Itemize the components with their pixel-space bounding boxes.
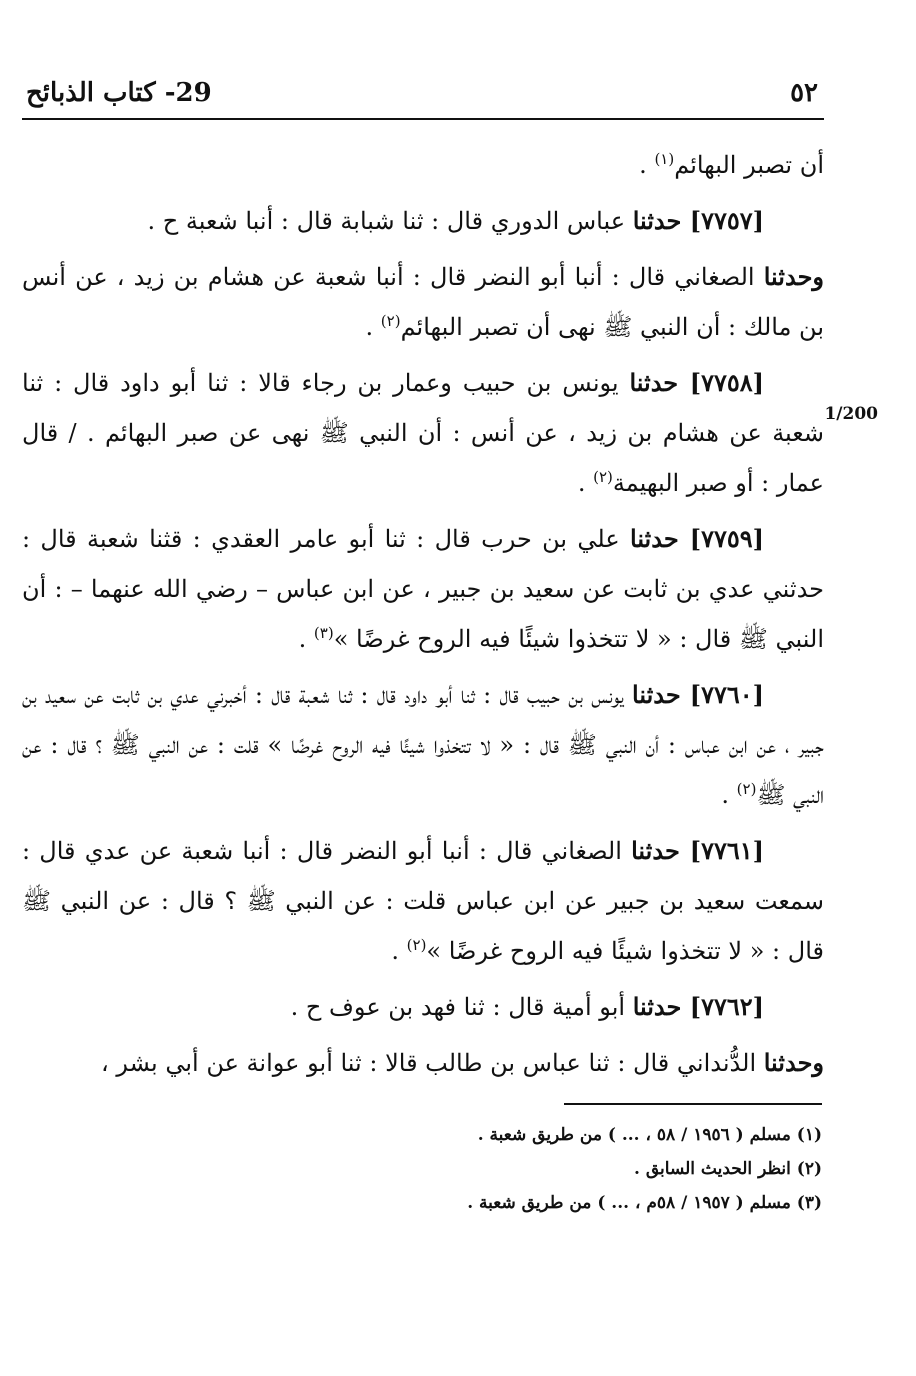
hadith-7759: [٧٧٥٩] حدثنا علي بن حرب قال : ثنا أبو عامر العقدي : قثنا شعبة قال : حدثني عدي بن ثابت عن سعيد بن جبير ، عن ابن عباس – رضي الله عنهما – : أن النبي ﷺ قال : « لا تتخذوا شيئًا فيه الروح غرضًا »$^{(٣)}$ . bbox=[22, 524, 824, 653]
paragraph-wahaddathana-2: وحدثنا الدُّنداني قال : ثنا عباس بن طالب قالا : ثنا أبو عوانة عن أبي بشر ، bbox=[101, 1048, 824, 1077]
page-number: ٥٢ bbox=[790, 78, 818, 108]
hadith-7762: [٧٧٦٢] حدثنا أبو أمية قال : ثنا فهد بن عوف ح . bbox=[290, 992, 764, 1021]
footnote-3: (٣) مسلم ( ١٩٥٧ / ٥٨م ، ... ) من طريق شعبة . bbox=[467, 1193, 822, 1213]
footnote-ref: (١) bbox=[654, 150, 675, 168]
footnote-ref: (٢) bbox=[736, 780, 757, 798]
hadith-7760: [٧٧٦٠] حدثنا يونس بن حبيب قال : ثنا أبو داود قال : ثنا شعبة قال : أخبرني عدي بن ثابت عن سعيد بن جبير ، عن ابن عباس : أن النبي ﷺ قال : « لا تتخذوا شيئًا فيه الروح غرضًا » قلت : عن النبي ﷺ ؟ قال : عن النبي ﷺ$^{(٢)}$ . bbox=[22, 680, 824, 809]
margin-note: 1/200 bbox=[824, 404, 878, 424]
hadith-7757: [٧٧٥٧] حدثنا عباس الدوري قال : ثنا شبابة قال : أنبا شعبة ح . bbox=[147, 206, 764, 235]
chapter-title: 29- كتاب الذبائح bbox=[26, 78, 212, 108]
paragraph-wahaddathana-1: وحدثنا الصغاني قال : أنبا أبو النضر قال : أنبا شعبة عن هشام بن زيد ، عن أنس بن مالك : أن النبي ﷺ نهى أن تصبر البهائم$^{(٢)}$ . bbox=[22, 262, 824, 341]
footnote-separator bbox=[564, 1103, 822, 1105]
hadith-7758: [٧٧٥٨] حدثنا يونس بن حبيب وعمار بن رجاء قالا : ثنا أبو داود قال : ثنا شعبة عن هشام بن زيد ، عن أنس : أن النبي ﷺ نهى عن صبر البهائم . / قال عمار : أو صبر البهيمة$^{(٢)}$ . bbox=[22, 368, 824, 497]
body-text bbox=[22, 140, 824, 1094]
footnote-ref: (٣) bbox=[313, 624, 334, 642]
page-header bbox=[22, 70, 824, 120]
footnote-ref: (٢) bbox=[593, 468, 613, 486]
footnote-2: (٢) انظر الحديث السابق . bbox=[634, 1159, 822, 1179]
footnotes bbox=[300, 1118, 822, 1220]
paragraph-1: أن تصبر البهائم$^{(١)}$ . bbox=[639, 150, 824, 179]
footnote-1: (١) مسلم ( ١٩٥٦ / ٥٨ ، ... ) من طريق شعبة . bbox=[477, 1125, 822, 1145]
hadith-7761: [٧٧٦١] حدثنا الصغاني قال : أنبا أبو النضر قال : أنبا شعبة عن عدي قال : سمعت سعيد بن جبير عن ابن عباس قلت : عن النبي ﷺ ؟ قال : عن النبي ﷺ قال : « لا تتخذوا شيئًا فيه الروح غرضًا »$^{(٢)}$ . bbox=[22, 836, 824, 965]
footnote-ref: (٢) bbox=[406, 936, 427, 954]
footnote-ref: (٢) bbox=[380, 312, 401, 330]
